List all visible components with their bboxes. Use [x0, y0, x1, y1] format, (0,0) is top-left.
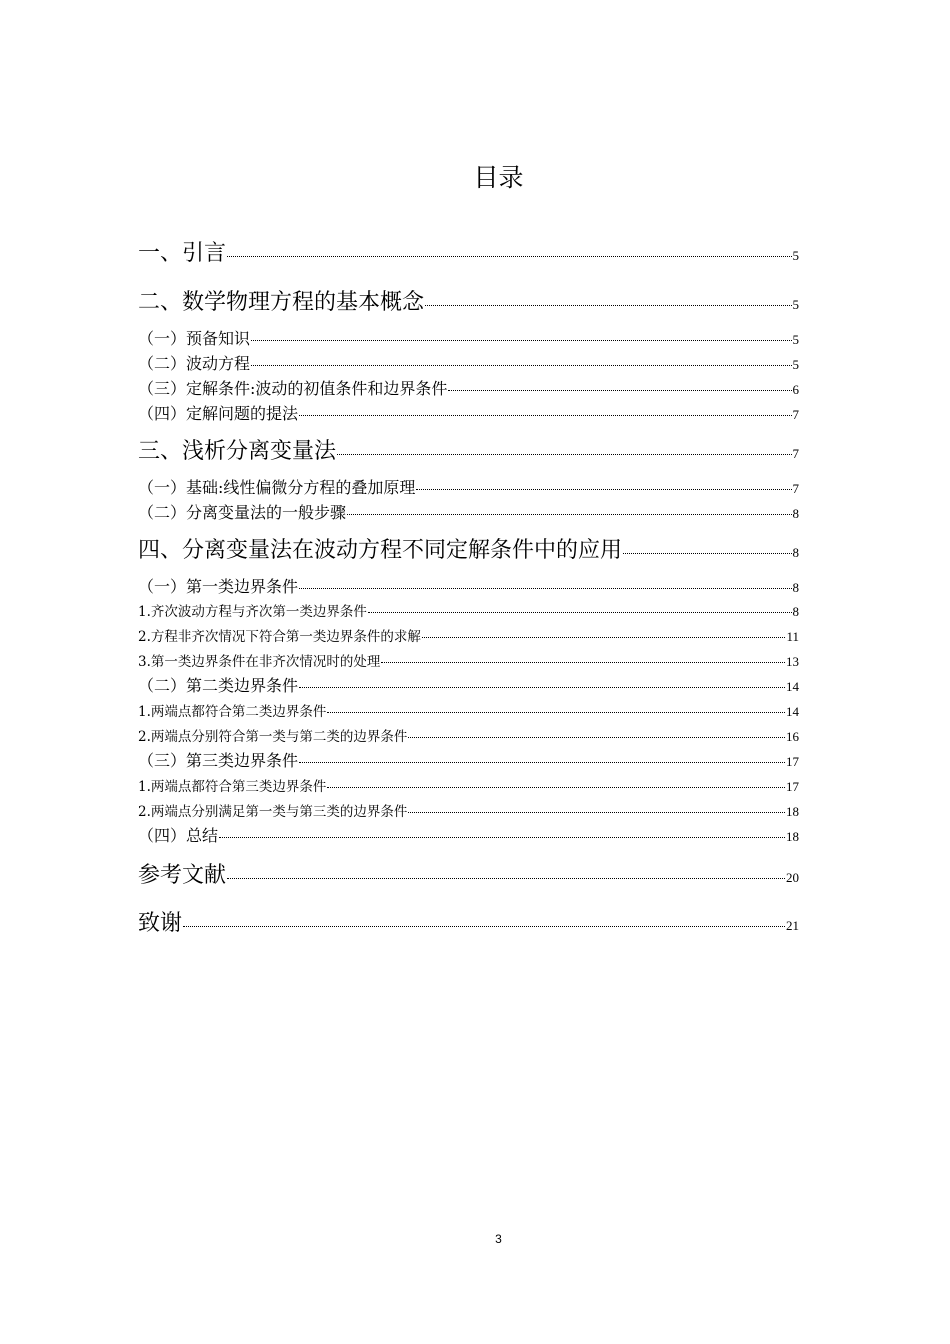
toc-title: 目录	[473, 163, 524, 192]
toc-entry[interactable]	[138, 475, 799, 498]
toc-entry[interactable]	[138, 351, 799, 374]
toc-entry-page: 17	[786, 754, 799, 769]
toc-entry-label: （三）第三类边界条件	[138, 751, 299, 770]
toc-entry-label: （二）第二类边界条件	[138, 676, 299, 695]
toc-entry-page: 21	[786, 918, 799, 933]
toc-entry-label: 1.齐次波动方程与齐次第一类边界条件	[138, 604, 367, 620]
toc-entry[interactable]	[138, 574, 799, 597]
toc-entry-label: 3.第一类边界条件在非齐次情况时的处理	[138, 654, 381, 670]
toc-entry-label: 2.方程非齐次情况下符合第一类边界条件的求解	[138, 629, 421, 645]
toc-entry[interactable]	[138, 236, 799, 267]
toc-entry[interactable]	[138, 650, 799, 670]
toc-entry[interactable]	[138, 800, 799, 820]
toc-entry-label: 2.两端点分别符合第一类与第二类的边界条件	[138, 729, 408, 745]
toc-entry-label: （四）定解问题的提法	[138, 404, 299, 423]
dot-leader	[251, 340, 791, 341]
toc-entry-page: 7	[792, 446, 799, 461]
toc-entry-page: 7	[792, 407, 799, 422]
toc-entry-label: （一）第一类边界条件	[138, 577, 299, 596]
toc-entry[interactable]	[138, 500, 799, 523]
dot-leader	[327, 787, 785, 788]
toc-entry-page: 18	[786, 804, 799, 819]
toc-entry[interactable]	[138, 285, 799, 316]
toc-entry-label: 四、分离变量法在波动方程不同定解条件中的应用	[138, 538, 623, 563]
toc-entry-label: （四）总结	[138, 826, 219, 845]
dot-leader	[299, 762, 785, 763]
dot-leader	[337, 454, 791, 455]
toc-entry[interactable]	[138, 823, 799, 846]
toc-entry-page: 14	[786, 679, 799, 694]
toc-entry-page: 20	[786, 870, 799, 885]
toc-entry-label: 参考文献	[138, 863, 227, 888]
toc-entry[interactable]	[138, 858, 799, 889]
dot-leader	[183, 926, 785, 927]
toc-entry-label: 1.两端点都符合第二类边界条件	[138, 704, 327, 720]
dot-leader	[368, 612, 792, 613]
toc-entry-label: 2.两端点分别满足第一类与第三类的边界条件	[138, 804, 408, 820]
toc-entry-label: 三、浅析分离变量法	[138, 439, 337, 464]
toc-entry[interactable]	[138, 434, 799, 465]
dot-leader	[299, 687, 785, 688]
toc-entry[interactable]	[138, 700, 799, 720]
toc-entry-page: 5	[792, 248, 799, 263]
toc-entry[interactable]	[138, 326, 799, 349]
toc-entry-page: 8	[792, 545, 799, 560]
toc-entry[interactable]	[138, 673, 799, 696]
toc-entry-page: 7	[792, 481, 799, 496]
toc-entry-label: （三）定解条件:波动的初值条件和边界条件	[138, 379, 448, 398]
toc-entry-page: 17	[786, 779, 799, 794]
dot-leader	[623, 553, 791, 554]
toc-entry-label: （二）波动方程	[138, 354, 251, 373]
dot-leader	[425, 305, 791, 306]
toc-entry-label: （一）基础:线性偏微分方程的叠加原理	[138, 478, 416, 497]
dot-leader	[227, 256, 791, 257]
dot-leader	[327, 712, 785, 713]
toc-entry[interactable]	[138, 376, 799, 399]
toc-entry[interactable]	[138, 625, 799, 645]
dot-leader	[299, 588, 791, 589]
dot-leader	[448, 390, 791, 391]
toc-entry-label: （一）预备知识	[138, 329, 251, 348]
dot-leader	[381, 662, 785, 663]
toc-entry-page: 11	[786, 629, 799, 644]
toc-entry[interactable]	[138, 533, 799, 564]
toc-entry[interactable]	[138, 401, 799, 424]
toc-entry-label: 1.两端点都符合第三类边界条件	[138, 779, 327, 795]
toc-entry[interactable]	[138, 906, 799, 937]
toc-entry-page: 8	[792, 506, 799, 521]
toc-entry[interactable]	[138, 600, 799, 620]
toc-entry-page: 5	[792, 297, 799, 312]
toc-entry[interactable]	[138, 748, 799, 771]
toc-entry-page: 16	[786, 729, 799, 744]
toc-entry-page: 14	[786, 704, 799, 719]
page-number: 3	[495, 1232, 502, 1246]
dot-leader	[227, 878, 785, 879]
dot-leader	[408, 812, 785, 813]
toc-entry-label: 二、数学物理方程的基本概念	[138, 290, 425, 315]
dot-leader	[416, 489, 791, 490]
toc-entry-label: （二）分离变量法的一般步骤	[138, 503, 347, 522]
toc-entry-label: 致谢	[138, 911, 183, 936]
dot-leader	[422, 637, 786, 638]
dot-leader	[299, 415, 791, 416]
toc-entry-page: 18	[786, 829, 799, 844]
dot-leader	[219, 837, 785, 838]
dot-leader	[347, 514, 791, 515]
toc-entry[interactable]	[138, 775, 799, 795]
toc-entry-page: 5	[792, 357, 799, 372]
dot-leader	[408, 737, 785, 738]
toc-entry[interactable]	[138, 725, 799, 745]
dot-leader	[251, 365, 791, 366]
toc-entry-page: 6	[792, 382, 799, 397]
toc-entry-page: 8	[792, 604, 799, 619]
toc-entry-page: 5	[792, 332, 799, 347]
toc-entry-page: 8	[792, 580, 799, 595]
toc-entry-label: 一、引言	[138, 241, 227, 266]
toc-entry-page: 13	[786, 654, 799, 669]
